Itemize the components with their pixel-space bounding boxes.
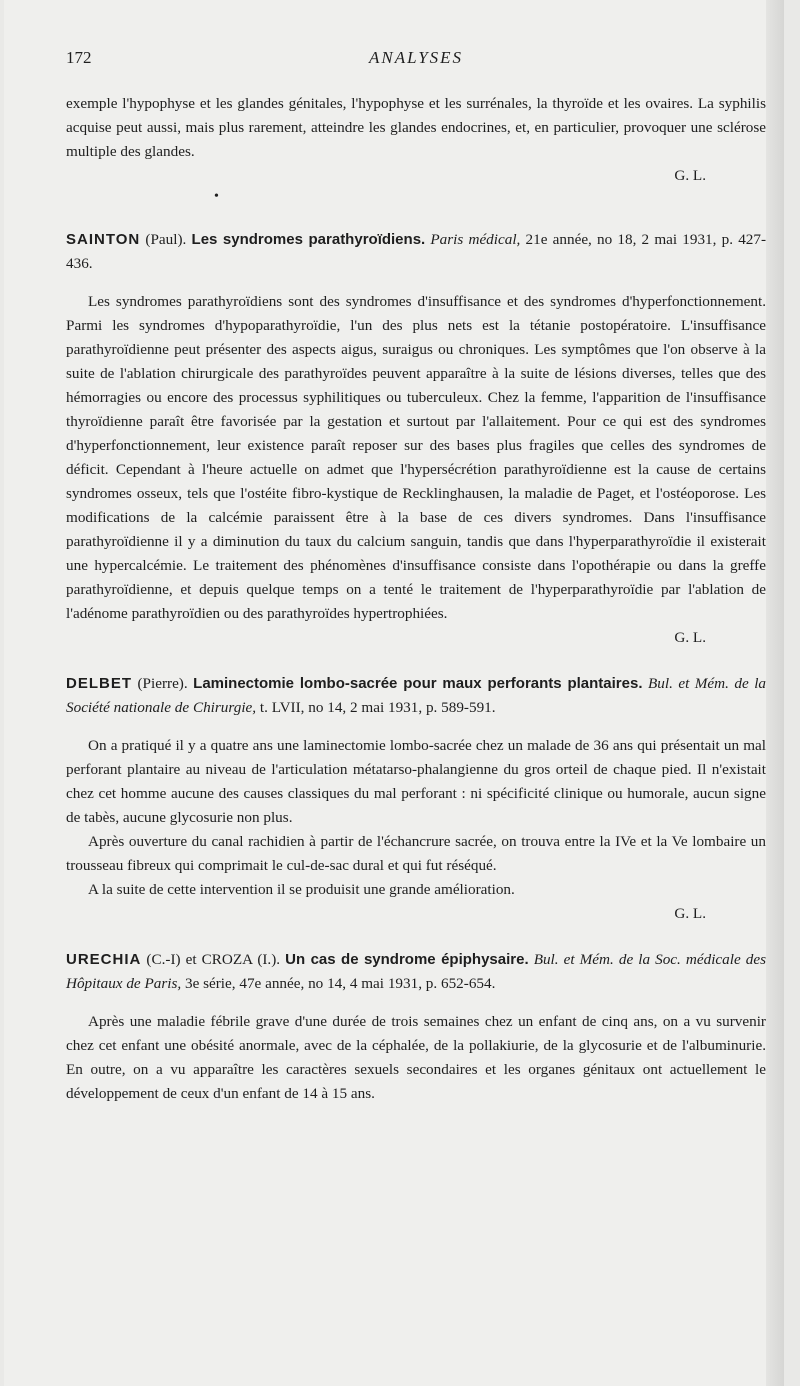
entry-reference [66, 948, 766, 996]
entry-details: t. LVII, no 14, 2 mai 1931, p. 589-591. [259, 699, 496, 716]
entry-body: On a pratiqué il y a quatre ans une laminectomie lombo-sacrée chez un malade de 36 ans qui présentait un mal perforant plantaire au niveau de l'articulation métatarso-phalangienne du gros orteil de chaque pied. Il n'existait chez cet homme aucune des causes classiques du mal perforant : ni spécificité clinique ou humorale, aucun signe de tabès, aucune glycosurie non plus. [66, 737, 766, 826]
entry-signature: G. L. [674, 629, 706, 646]
review-entry-sainton [66, 228, 766, 650]
entry-body: Après une maladie fébrile grave d'une durée de trois semaines chez un enfant de cinq ans, on a vu survenir chez cet enfant une obésité anormale, avec de la céphalée, de la pollakiurie, de la glycosurie et de l'albuminurie. En outre, on a vu apparaître les caractères sexuels secondaires et les organes génitaux ont actuellement le développement de ceux d'un enfant de 14 à 15 ans. [66, 1013, 766, 1102]
entry-journal: Bul. et Mém. de la Société nationale de Chirurgie, [66, 675, 767, 716]
entry-body-2: Après ouverture du canal rachidien à partir de l'échancrure sacrée, on trouva entre la IVe et la Ve lombaire un trousseau fibreux qui comprimait le cul-de-sac dural et qui fut réséqué. [66, 833, 766, 874]
running-title: ANALYSES [368, 48, 464, 67]
entry-author: DELBET [66, 675, 132, 692]
entry-title: Laminectomie lombo-sacrée pour maux perforants plantaires. [193, 675, 643, 692]
entry-details: 3e série, 47e année, no 14, 4 mai 1931, p. 652-654. [184, 975, 496, 992]
entry-author: SAINTON [66, 231, 141, 248]
intro-signature: G. L. [674, 167, 706, 184]
entry-journal: Paris médical, [430, 231, 521, 248]
entry-author-first: (C.-I) et CROZA (I.). [146, 951, 281, 968]
entry-body: Les syndromes parathyroïdiens sont des syndromes d'insuffisance et des syndromes d'hyperfonctionnement. Parmi les syndromes d'hypoparathyroïdie, l'un des plus nets est la tétanie postopératoire. L'insuffisance parathyroïdienne peut présenter des aspects aigus, suraigus ou chroniques. Les symptômes que l'on observe à la suite de l'ablation chirurgicale des parathyroïdes peuvent apparaître à la suite de lésions diverses, telles que des hémorragies ou encore des processus syphilitiques ou tuberculeux. Chez la femme, l'apparition de l'insuffisance thyroïdienne paraît être favorisée par la gestation et surtout par l'allaitement. Pour ce qui est des syndromes d'hyperfonctionnement, leur existence paraît reposer sur des bases plus fragiles que celles des syndromes de déficit. Cependant à l'heure actuelle on admet que l'hypersécrétion parathyroïdienne est la cause de certains syndromes osseux, tels que l'ostéite fibro-kystique de Recklinghausen, la maladie de Paget, et l'ostéoporose. Les modifications de la calcémie paraissent être à la base de ces divers syndromes. Dans l'insuffisance parathyroïdienne il y a diminution du taux du calcium sanguin, tandis que dans l'hyperparathyroïdie il existerait une hypercalcémie. Le traitement des phénomènes d'insuffisance consiste dans l'opothérapie ou dans la greffe parathyroïdienne, et depuis quelque temps on a tenté le traitement de l'hyperparathyroïdie par l'ablation de l'adénome parathyroïdien ou des parathyroïdes hypertrophiées. [66, 293, 766, 622]
page-edge-shadow [766, 0, 784, 1386]
entry-body-3: A la suite de cette intervention il se produisit une grande amélioration. [88, 881, 515, 898]
entry-journal: Bul. et Mém. de la Soc. médicale des Hôpitaux de Paris, [66, 951, 767, 992]
entry-reference [66, 672, 766, 720]
review-entry-delbet [66, 672, 766, 926]
entry-title: Les syndromes parathyroïdiens. [191, 231, 426, 248]
entry-author-first: (Paul). [145, 231, 187, 248]
entry-author: URECHIA [66, 951, 142, 968]
entry-details: 21e année, no 18, 2 mai 1931, p. 427-436. [66, 231, 767, 272]
entry-title: Un cas de syndrome épiphysaire. [285, 951, 529, 968]
review-entry-urechia [66, 948, 766, 1106]
separator-dot: • [214, 189, 219, 204]
entry-author-first: (Pierre). [137, 675, 188, 692]
intro-paragraph: exemple l'hypophyse et les glandes génitales, l'hypophyse et les surrénales, la thyroïde et les ovaires. La syphilis acquise peut aussi, mais plus rarement, atteindre les glandes endocrines, et, en particulier, provoquer une sclérose multiple des glandes. [66, 95, 766, 160]
entry-reference [66, 228, 766, 276]
page-number: 172 [66, 48, 92, 67]
entry-signature: G. L. [674, 905, 706, 922]
page-header [66, 48, 766, 74]
document-page [4, 0, 784, 1386]
